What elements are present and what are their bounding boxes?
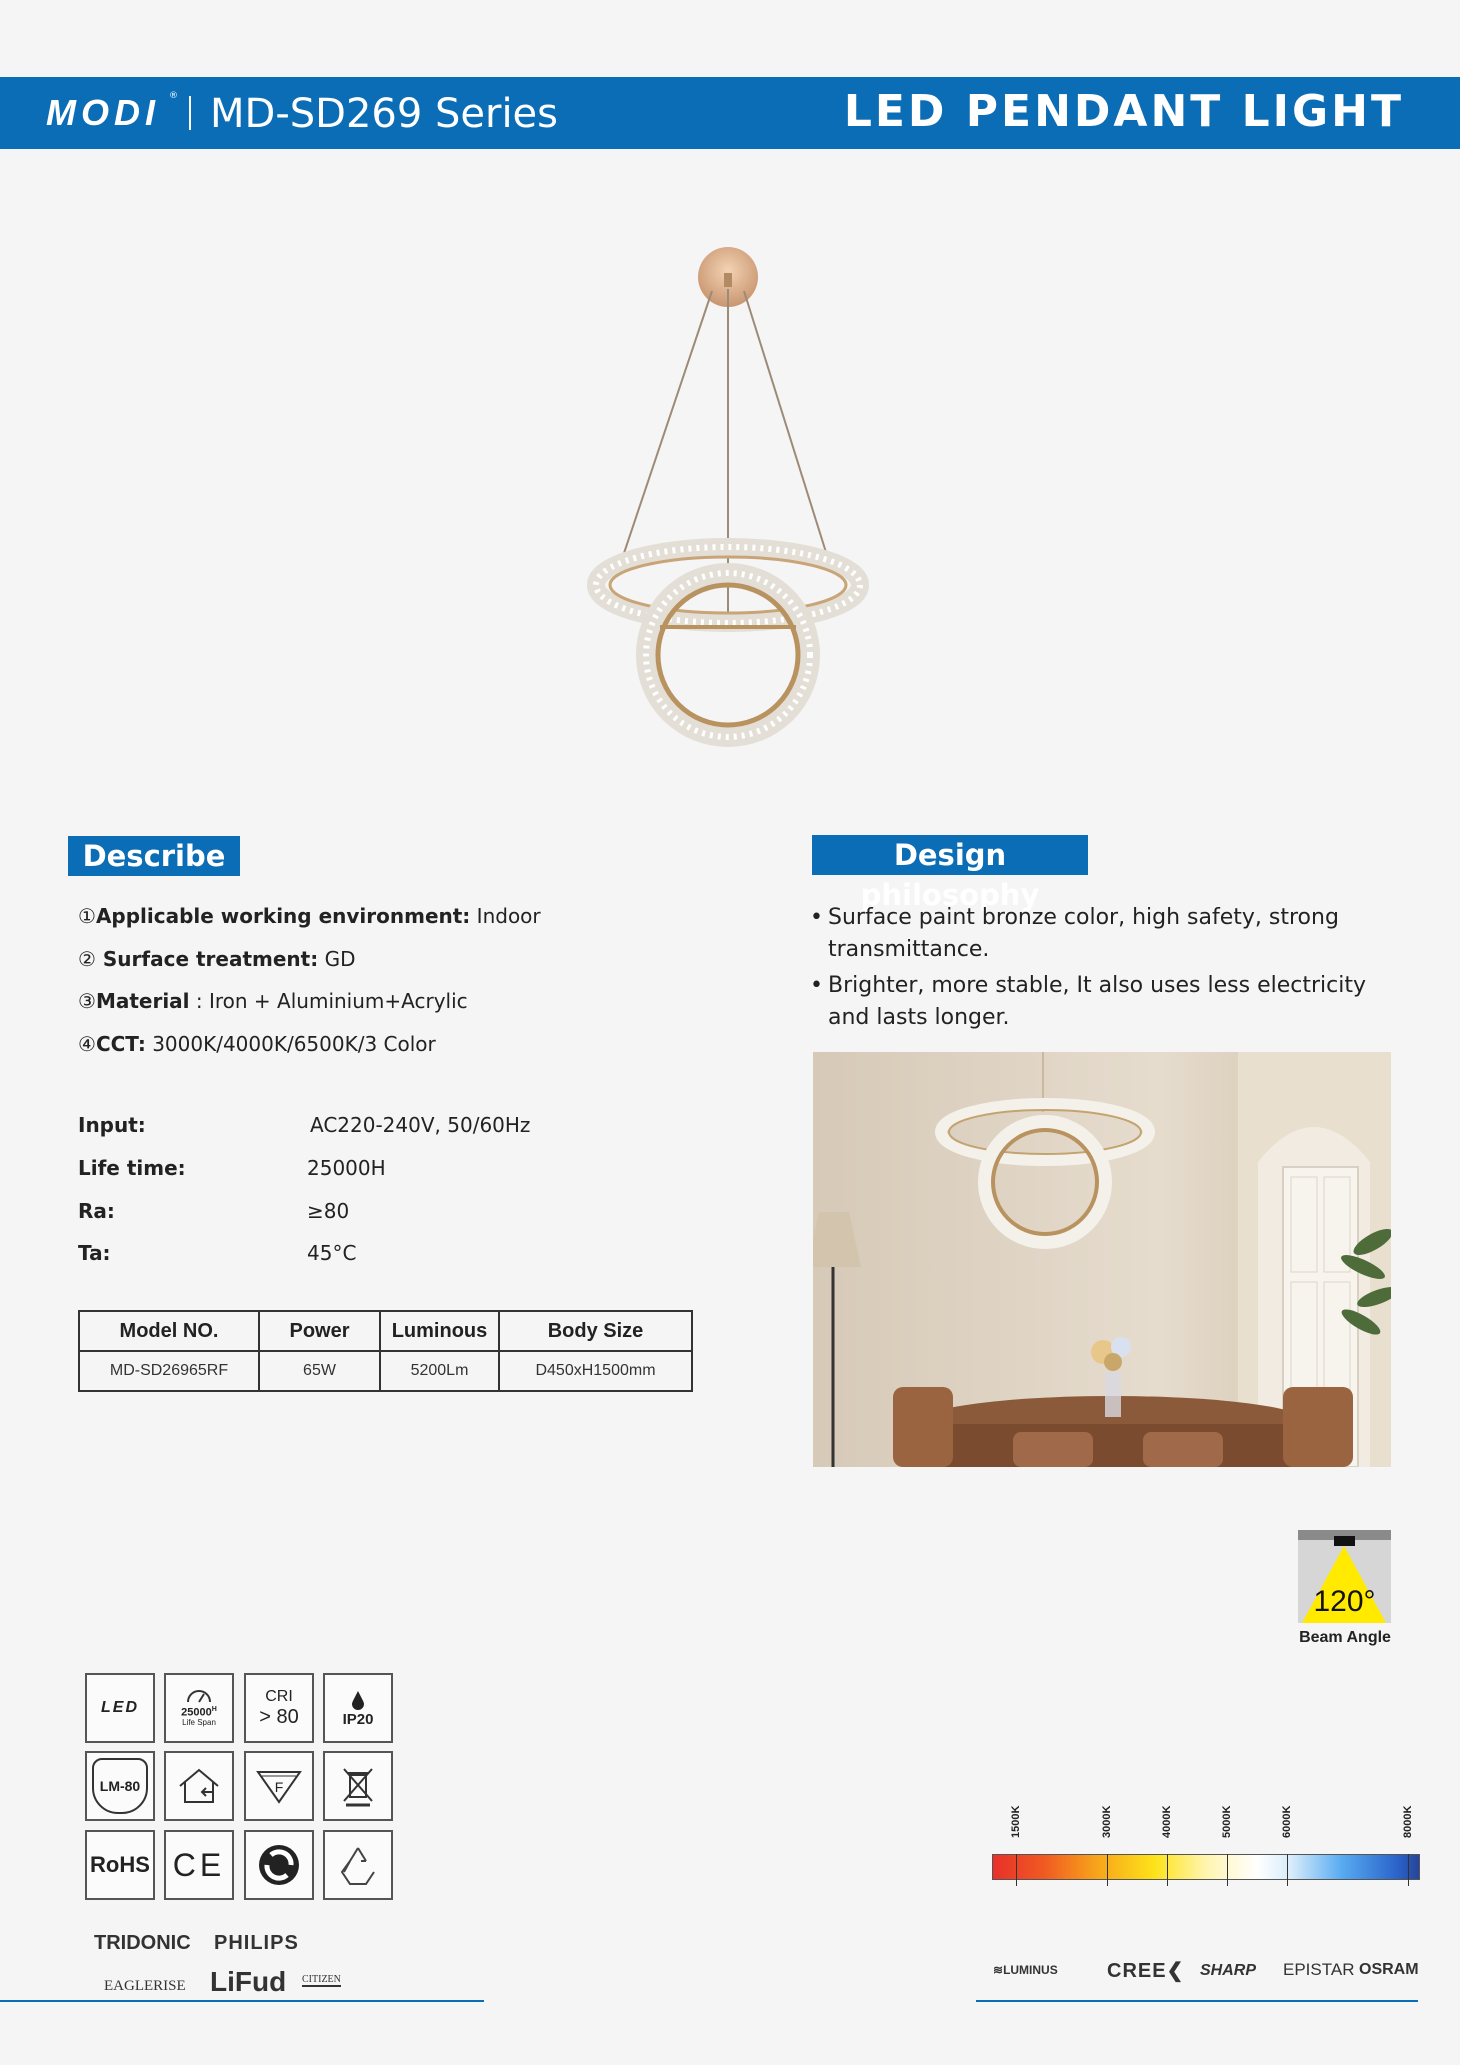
green-dot-icon	[244, 1830, 314, 1900]
table-cell: 5200Lm	[380, 1351, 499, 1391]
table-header: Power	[259, 1311, 380, 1351]
brand-tridonic: TRIDONIC	[94, 1932, 191, 1954]
cct-tick-line	[1167, 1854, 1168, 1886]
brand-sharp: SHARP	[1200, 1962, 1257, 1979]
spec-lifetime-label: Life time:	[78, 1156, 186, 1180]
table-cell: MD-SD26965RF	[79, 1351, 259, 1391]
design-bullet: • Surface paint bronze color, high safety, strong transmittance.	[810, 902, 1370, 966]
product-image	[580, 245, 890, 755]
brand-citizen: CITIZEN	[302, 1974, 341, 1985]
brand-luminus: ≋LUMINUS	[993, 1963, 1058, 1977]
registered-mark: ®	[169, 91, 178, 101]
brand-cree: CREE❮	[1107, 1960, 1185, 1982]
beam-angle-icon	[1298, 1530, 1391, 1623]
brand-logo: MODI	[46, 92, 160, 133]
cct-tick-label: 6000K	[1281, 1805, 1294, 1838]
describe-item: ② Surface treatment: GD	[78, 947, 356, 971]
beam-angle-label: Beam Angle	[1299, 1629, 1391, 1646]
footer-rule-left	[0, 2000, 484, 2002]
spec-ra-value: ≥80	[307, 1199, 350, 1223]
table-cell: 65W	[259, 1351, 380, 1391]
beam-angle-value: 120°	[1313, 1585, 1376, 1618]
table-cell: D450xH1500mm	[499, 1351, 692, 1391]
spec-input-value: AC220-240V, 50/60Hz	[310, 1113, 531, 1137]
brand-philips: PHILIPS	[214, 1932, 299, 1954]
spec-ra-label: Ra:	[78, 1199, 115, 1223]
cct-tick-label: 1500K	[1010, 1805, 1023, 1838]
model-table	[78, 1310, 693, 1392]
cct-tick-label: 3000K	[1100, 1805, 1113, 1838]
header-divider	[189, 96, 191, 130]
cct-tick-line	[1107, 1854, 1108, 1886]
table-header: Body Size	[499, 1311, 692, 1351]
life-span-icon: $25000^H$ Life Span	[164, 1673, 234, 1743]
spec-lifetime-value: 25000H	[307, 1156, 386, 1180]
room-scene-image	[813, 1052, 1391, 1467]
table-header: Model NO.	[79, 1311, 259, 1351]
cri-icon: CRI > 80	[244, 1673, 314, 1743]
cct-gradient-bar	[992, 1854, 1420, 1880]
describe-item: ①Applicable working environment: Indoor	[78, 904, 541, 928]
brand-epistar: EPISTAR	[1283, 1960, 1355, 1979]
recycle-icon	[323, 1830, 393, 1900]
cct-tick-line	[1287, 1854, 1288, 1886]
product-type-title: LED PENDANT LIGHT	[843, 86, 1404, 137]
rohs-icon: RoHS	[85, 1830, 155, 1900]
svg-text:F: F	[274, 1779, 284, 1795]
brand-osram: OSRAM	[1359, 1961, 1419, 1978]
indoor-use-icon	[164, 1751, 234, 1821]
bullet-dot-icon: •	[810, 973, 823, 998]
spec-input-label: Input:	[78, 1113, 146, 1137]
describe-item: ④CCT: 3000K/4000K/6500K/3 Color	[78, 1032, 436, 1056]
spec-ta-value: 45°C	[307, 1241, 357, 1265]
table-header: Luminous	[380, 1311, 499, 1351]
cct-tick-label: 4000K	[1160, 1805, 1173, 1838]
ce-icon: CE	[164, 1830, 234, 1900]
spec-ta-label: Ta:	[78, 1241, 111, 1265]
brand-lifud: LiFud	[210, 1966, 287, 1997]
cct-scale	[992, 1805, 1420, 1882]
cct-tick-label: 5000K	[1221, 1805, 1234, 1838]
cct-tick-line	[1016, 1854, 1017, 1886]
led-icon: LED	[85, 1673, 155, 1743]
cct-tick-line	[1227, 1854, 1228, 1886]
weee-bin-icon	[323, 1751, 393, 1821]
table-header-row	[79, 1311, 692, 1351]
table-row	[79, 1351, 692, 1391]
footer-rule-right	[976, 2000, 1418, 2002]
cct-tick-line	[1408, 1854, 1409, 1886]
design-heading: Design philosophy	[812, 835, 1088, 875]
design-bullet: • Brighter, more stable, It also uses less electricity and lasts longer.	[810, 970, 1370, 1034]
series-title: MD-SD269 Series	[210, 91, 559, 137]
brand-eaglerise: EAGLERISE	[104, 1978, 186, 1994]
f-mark-icon	[244, 1751, 314, 1821]
describe-heading: Describe	[68, 836, 240, 876]
lm80-icon: LM-80	[85, 1751, 155, 1821]
bullet-dot-icon: •	[810, 905, 823, 930]
describe-item: ③Material : Iron + Aluminium+Acrylic	[78, 989, 468, 1013]
water-drop-icon	[348, 1689, 368, 1711]
ip20-icon: IP20	[323, 1673, 393, 1743]
cct-tick-label: 8000K	[1401, 1805, 1414, 1838]
